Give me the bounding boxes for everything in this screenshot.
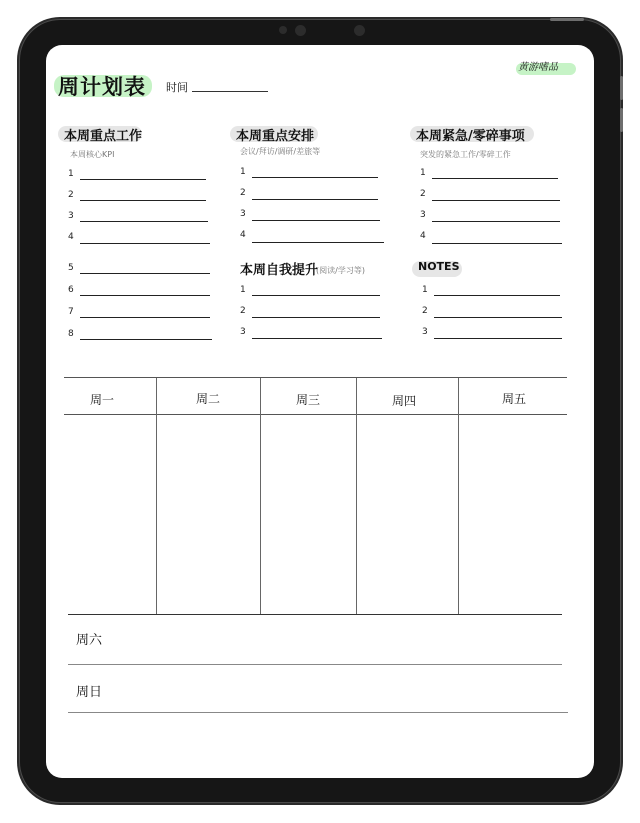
weekday-friday: 周五 (501, 392, 526, 406)
self-improve-num-3: 3 (240, 327, 246, 337)
key-schedule-line-4[interactable] (252, 242, 384, 243)
self-improve-num-1: 1 (240, 285, 246, 295)
key-work-num-8: 8 (68, 329, 74, 339)
sunday-area[interactable] (68, 667, 568, 711)
key-work-line-7[interactable] (80, 317, 210, 318)
self-improve-line-1[interactable] (252, 295, 380, 296)
weekday-thursday: 周四 (391, 394, 416, 408)
thursday-cell[interactable] (357, 415, 458, 613)
key-schedule-num-2: 2 (240, 188, 246, 198)
key-work-subtitle: 本周核心KPI (70, 150, 115, 159)
key-schedule-line-3[interactable] (252, 220, 380, 221)
urgent-num-2: 2 (420, 189, 426, 199)
monday-cell[interactable] (64, 415, 156, 613)
key-schedule-subtitle: 会议/拜访/调研/差旅等 (240, 147, 321, 156)
weekday-tuesday: 周二 (195, 392, 220, 406)
camera-dot (279, 26, 287, 34)
key-work-num-3: 3 (68, 211, 74, 221)
key-schedule-num-1: 1 (240, 167, 246, 177)
weekend-saturday: 周六 (76, 633, 103, 648)
time-input-line[interactable] (192, 91, 268, 92)
key-work-line-4[interactable] (80, 243, 210, 244)
wednesday-cell[interactable] (261, 415, 356, 613)
key-work-line-2[interactable] (80, 200, 206, 201)
saturday-bottom-line (68, 664, 562, 665)
self-improve-num-2: 2 (240, 306, 246, 316)
self-improve-title: 本周自我提升 (240, 263, 319, 278)
planner-page (46, 45, 594, 778)
notes-line-2[interactable] (434, 317, 562, 318)
key-schedule-line-1[interactable] (252, 177, 378, 178)
key-schedule-num-4: 4 (240, 230, 246, 240)
page-title: 周计划表 (58, 75, 146, 99)
key-schedule-num-3: 3 (240, 209, 246, 219)
key-work-num-1: 1 (68, 169, 74, 179)
weekday-monday: 周一 (89, 393, 114, 407)
urgent-title: 本周紧急/零碎事项 (416, 129, 525, 144)
notes-title: NOTES (418, 260, 460, 273)
urgent-line-2[interactable] (432, 200, 560, 201)
self-improve-line-2[interactable] (252, 317, 380, 318)
friday-cell[interactable] (459, 415, 567, 613)
weekend-sunday: 周日 (76, 685, 103, 700)
tuesday-cell[interactable] (157, 415, 260, 613)
key-work-line-1[interactable] (80, 179, 206, 180)
notes-line-1[interactable] (434, 295, 560, 296)
key-schedule-title: 本周重点安排 (236, 129, 315, 144)
volume-button-up (620, 76, 623, 100)
key-work-line-3[interactable] (80, 221, 208, 222)
key-work-line-8[interactable] (80, 339, 212, 340)
urgent-line-4[interactable] (432, 243, 562, 244)
urgent-num-3: 3 (420, 210, 426, 220)
key-work-num-7: 7 (68, 307, 74, 317)
weekday-wednesday: 周三 (295, 393, 320, 407)
notes-num-2: 2 (422, 306, 428, 316)
urgent-subtitle: 突发的紧急工作/零碎工作 (420, 150, 511, 159)
key-work-num-5: 5 (68, 263, 74, 273)
key-work-line-5[interactable] (80, 273, 210, 274)
urgent-num-4: 4 (420, 231, 426, 241)
urgent-line-3[interactable] (432, 221, 560, 222)
key-work-num-6: 6 (68, 285, 74, 295)
camera-sensor (354, 25, 365, 36)
urgent-line-1[interactable] (432, 178, 558, 179)
key-work-num-4: 4 (68, 232, 74, 242)
urgent-num-1: 1 (420, 168, 426, 178)
notes-num-3: 3 (422, 327, 428, 337)
week-table-bottom-border (68, 614, 562, 615)
camera-lens (295, 25, 306, 36)
sunday-bottom-line (68, 712, 568, 713)
brand-signature: 黄游嗜品 (518, 62, 558, 73)
self-improve-subtitle: (阅读/学习等) (316, 266, 365, 275)
time-label: 时间 (166, 81, 188, 94)
notes-line-3[interactable] (434, 338, 562, 339)
self-improve-line-3[interactable] (252, 338, 382, 339)
week-table-top-border (64, 377, 567, 378)
saturday-area[interactable] (68, 617, 562, 663)
key-work-title: 本周重点工作 (64, 129, 143, 144)
key-schedule-line-2[interactable] (252, 199, 378, 200)
volume-button-down (620, 108, 623, 132)
top-button (550, 18, 584, 21)
key-work-num-2: 2 (68, 190, 74, 200)
notes-num-1: 1 (422, 285, 428, 295)
key-work-line-6[interactable] (80, 295, 210, 296)
